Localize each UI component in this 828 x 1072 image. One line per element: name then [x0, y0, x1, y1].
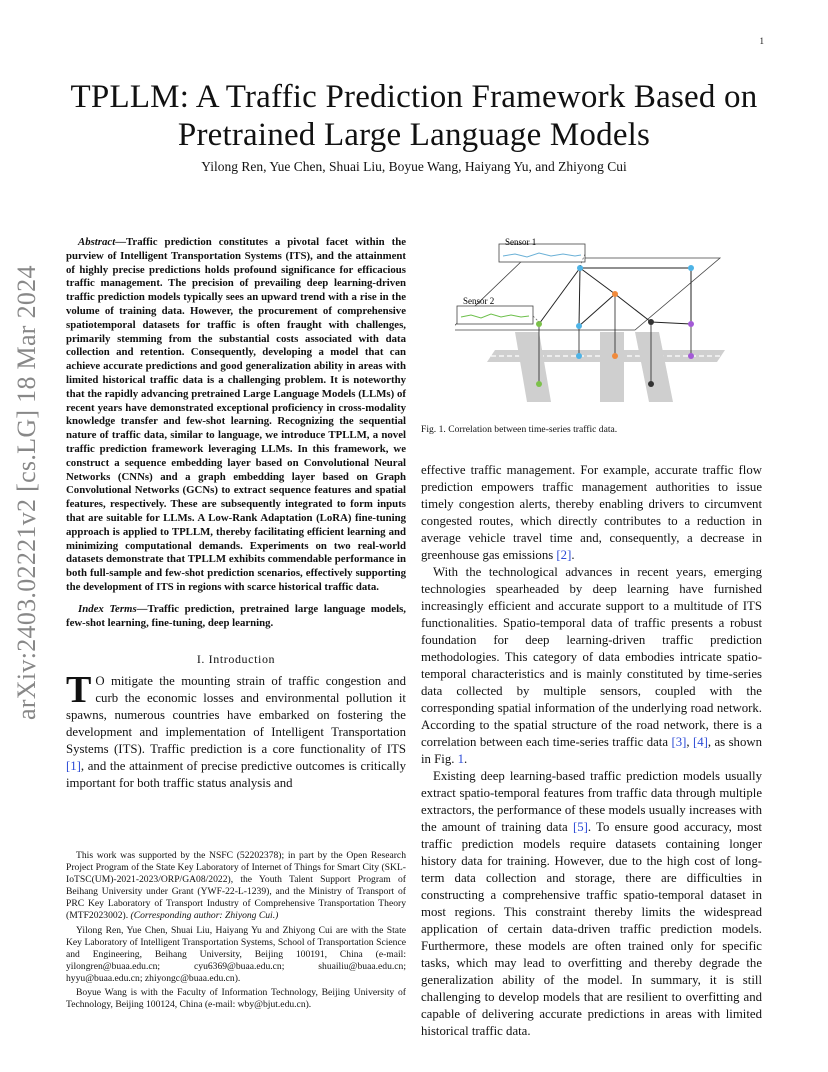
paragraph-traffic-management: [421, 462, 762, 564]
footnote-affiliation-2: Boyue Wang is with the Faculty of Information Technology, Beijing University of Technology, Beijing 100124, China (e-mail: wby@bjut.edu.cn).: [66, 987, 406, 1011]
figure-1-caption: Fig. 1. Correlation between time-series traffic data.: [421, 424, 618, 435]
intro-text-b: , and the attainment of precise predictive outcomes is critically important for both traffic status analysis and: [66, 759, 406, 791]
intro-paragraph: [66, 669, 406, 792]
index-terms-text: —Traffic prediction, pretrained large language models, few-shot learning, fine-tuning, deep learning.: [66, 602, 406, 629]
abstract-label: Abstract: [78, 236, 116, 248]
citation-link[interactable]: [5]: [572, 820, 588, 834]
citation-link[interactable]: [1]: [66, 759, 81, 774]
figure-reference-link[interactable]: 1: [457, 752, 465, 766]
road-network: [487, 332, 725, 402]
sensor-2-label: Sensor 2: [463, 296, 495, 306]
paper-title: TPLLM: A Traffic Prediction Framework Based on Pretrained Large Language Models: [70, 79, 758, 153]
paragraph-technological-advances-text: With the technological advances in recent years, emerging technologies spearheaded by deep learning have furnished increasingly efficient and accurate support to a multitude of ITS functionalities. Spatio-temporal data of traffic presents a robust foundation for deep learning-driven traffic prediction methodologies. This category of data embodies intricate spatio-temporal characteristics and is mainly constituted by time-series data collected by multiple sensors, coupled with the corresponding spatial information of the underlying road network. According to the spatial structure of the road network, there is a correlation between each time-series traffic data: [421, 565, 762, 749]
paragraph-existing-models: [421, 768, 762, 1040]
footnote-corresponding: (Corresponding author: Zhiyong Cui.): [130, 910, 279, 922]
citation-link[interactable]: [4]: [692, 735, 708, 749]
footnote-funding: [66, 850, 406, 923]
arxiv-stamp: arXiv:2403.02221v2 [cs.LG] 18 Mar 2024: [12, 265, 41, 720]
footnotes: [66, 850, 406, 1013]
sensor-1-label: Sensor 1: [505, 237, 537, 247]
abstract: [66, 236, 406, 595]
abstract-text: —Traffic prediction constitutes a pivotal facet within the purview of Intelligent Transportation Systems (ITS), and the attainment of highly precise predictions holds profound significance for efficacious traffic management. The precision of prevailing deep learning-driven traffic prediction models typically sees an upward trend with a rise in the volume of training data. However, the procurement of comprehensive spatiotemporal datasets for traffic is often fraught with challenges, primarily stemming from the substantial costs associated with data collection and retention. Consequently, developing a model that can achieve accurate predictions and good generalization ability in areas with limited historical traffic data is a challenging problem. It is noteworthy that the rapidly advancing pretrained Large Language Models (LLMs) of recent years have demonstrated exceptional proficiency in cross-modality knowledge transfer and few-shot learning. Recognizing the sequential nature of traffic data, similar to language, we introduce TPLLM, a novel traffic prediction framework leveraging LLMs. In this framework, we construct a sequence embedding layer based on Convolutional Neural Networks (CNNs) and a graph embedding layer based on Graph Convolutional Networks (GCNs) to extract sequence features and spatial features, respectively. These are subsequently integrated to form inputs that are suitable for LLMs. A Low-Rank Adaptation (LoRA) fine-tuning approach is applied to TPLLM, thereby facilitating efficient learning and minimizing computational demands. Experiments on two real-world datasets demonstrate that TPLLM exhibits commendable performance in both full-sample and few-shot prediction scenarios, effectively supporting the development of ITS in regions with scarce historical traffic data.: [66, 236, 406, 593]
footnote-funding-text: This work was supported by the NSFC (52202378); in part by the Open Research Project Program of the State Key Laboratory of Internet of Things for Smart City (SKL-IoTSC(UM)-2021-2023/ORP/GA08/2022), the Youth Talent Support Program of Beihang University under Grant (YWF-22-L-1239), and the Ministry of Transport of PRC Key Laboratory of Transport Industry of Comprehensive Transportation Theory (MTF2023002).: [66, 850, 406, 922]
index-terms-label: Index Terms: [78, 602, 137, 615]
left-column: [66, 236, 406, 792]
right-column: [421, 462, 762, 1040]
paragraph-existing-models-tail: . To ensure good accuracy, most traffic prediction models require datasets containing longer history data for training. However, due to the high cost of long-term data collection and storage, there are difficulties in constructing a comprehensive traffic spatio-temporal dataset in most regions. This constraint thereby limits the widespread application of certain data-driven traffic prediction models. Furthermore, these models are often trained only for specific tasks, which may lead to overfitting and thereby degrade the generalization ability of the model. In summary, it is still challenging to develop models that are resilient to overfitting and capable of delivering accurate predictions in areas with limited historical traffic data.: [421, 820, 762, 1038]
figure-1: [455, 232, 735, 412]
separator: ,: [686, 735, 693, 749]
section-heading-introduction: I. Introduction: [196, 652, 276, 667]
dropcap: T: [66, 669, 92, 712]
citation-link[interactable]: [3]: [671, 735, 687, 749]
paragraph-traffic-management-text: effective traffic management. For example, accurate traffic flow prediction empowers traffic management authorities to issue timely congestion alerts, thereby enabling drivers to circumvent congested routes, which directly contributes to a reduction in average vehicle travel time and, consequently, a decrease in greenhouse gas emissions: [421, 463, 762, 562]
citation-link[interactable]: [2]: [556, 548, 572, 562]
index-terms: [66, 603, 406, 631]
paragraph-technological-advances: [421, 564, 762, 768]
intro-text-a: O mitigate the mounting strain of traffic congestion and curb the economic losses and environmental pollution it spawns, numerous countries have embarked on fostering the development and implementation of Intelligent Transportation Systems (ITS). Traffic prediction is a core functionality of ITS: [66, 674, 406, 757]
page-number: 1: [759, 36, 764, 46]
paragraph-end: .: [571, 548, 575, 562]
figure-1-graphic: [455, 232, 735, 412]
footnote-affiliation-1: Yilong Ren, Yue Chen, Shuai Liu, Haiyang Yu and Zhiyong Cui are with the State Key Laboratory of Intelligent Transportation Systems, School of Transportation Science and Engineering, Beihang University, Beijing 100191, China (e-mail: yilongren@buaa.edu.cn; cyu6369@buaa.edu.cn; shuailiu@buaa.edu.cn; hyyu@buaa.edu.cn; zhiyongc@buaa.edu.cn).: [66, 924, 406, 984]
paragraph-end: .: [464, 752, 468, 766]
author-list: Yilong Ren, Yue Chen, Shuai Liu, Boyue Wang, Haiyang Yu, and Zhiyong Cui: [201, 159, 627, 174]
separator: , as shown in Fig.: [421, 735, 762, 766]
paragraph-existing-models-text: Existing deep learning-based traffic prediction models usually extract spatio-temporal features from traffic data through multiple extractors, the performance of these models usually increases with the amount of training data: [421, 769, 762, 834]
